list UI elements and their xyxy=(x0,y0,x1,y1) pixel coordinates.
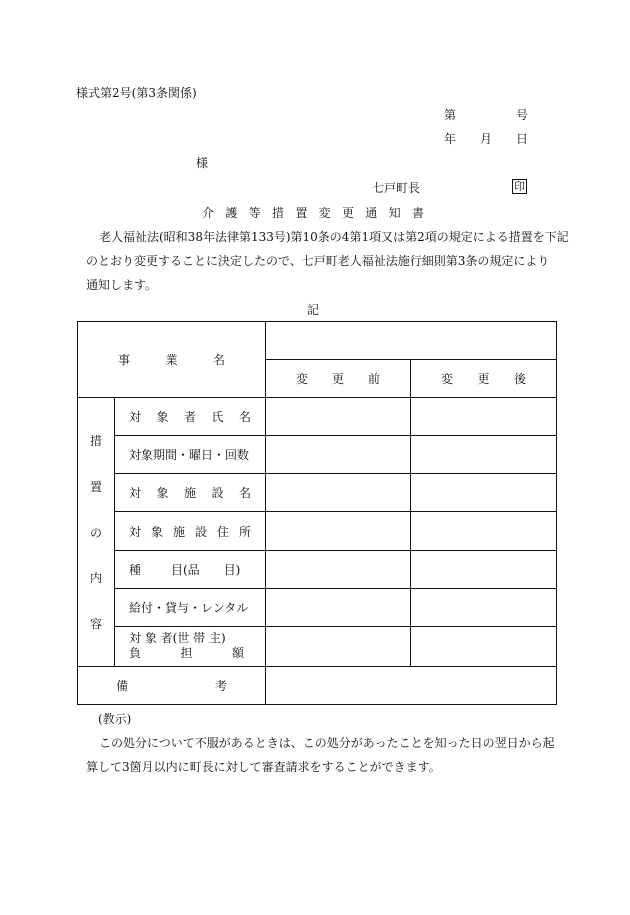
title-char: 等 xyxy=(248,206,261,220)
label-char: 対 xyxy=(129,486,142,501)
document-title xyxy=(202,207,424,219)
issuer-name: 七戸町長 xyxy=(372,181,421,195)
title-char: 介 xyxy=(202,206,215,220)
title-char: 変 xyxy=(318,206,331,220)
recipient-name-after[interactable] xyxy=(411,398,557,436)
measure-change-table xyxy=(77,321,557,705)
notice-line-1: この処分について不服があるときは、この処分があったことを知った日の翌日から起 xyxy=(99,736,555,750)
business-name-char: 業 xyxy=(165,353,178,368)
number-label-dai: 第 xyxy=(444,108,457,122)
label-char: 者 xyxy=(184,410,197,425)
notice-line-2: 算して3箇月以内に町長に対して審査請求をすることができます。 xyxy=(86,760,441,774)
before-char: 変 xyxy=(296,372,309,387)
row-label-facility-address xyxy=(115,512,266,550)
date-year: 年 xyxy=(444,132,457,146)
label-char: 対 xyxy=(129,524,142,539)
row-label-recipient-name xyxy=(115,398,266,436)
label-char: 象 xyxy=(156,410,169,425)
remarks-label xyxy=(78,666,266,704)
title-char: 置 xyxy=(295,206,308,220)
remarks-char: 備 xyxy=(116,678,129,693)
before-change-header xyxy=(266,360,411,398)
row-label-period xyxy=(115,436,266,474)
label-char: 設 xyxy=(195,524,208,539)
after-change-header xyxy=(411,360,557,398)
measure-char: 措 xyxy=(89,434,102,449)
row-label-provision xyxy=(115,588,266,626)
title-char: 通 xyxy=(365,206,378,220)
business-name-char: 事 xyxy=(118,353,131,368)
period-after[interactable] xyxy=(411,436,557,474)
item-type-after[interactable] xyxy=(411,550,557,588)
measure-char: 内 xyxy=(89,571,102,586)
title-char: 更 xyxy=(341,206,354,220)
after-char: 更 xyxy=(477,372,490,387)
facility-address-after[interactable] xyxy=(411,512,557,550)
recipient-name-before[interactable] xyxy=(266,398,411,436)
burden-after[interactable] xyxy=(411,626,557,666)
period-label: 対象期間・曜日・回数 xyxy=(129,448,250,463)
date-month: 月 xyxy=(480,132,493,146)
body-line-2: のとおり変更することに決定したので、七戸町老人福祉法施行細則第3条の規定により xyxy=(86,254,550,268)
label-char: 氏 xyxy=(211,410,224,425)
after-char: 変 xyxy=(441,372,454,387)
after-char: 後 xyxy=(513,372,526,387)
label-char: 名 xyxy=(239,410,252,425)
before-char: 前 xyxy=(367,372,380,387)
item-type-before[interactable] xyxy=(266,550,411,588)
measure-char: の xyxy=(89,525,102,540)
facility-name-before[interactable] xyxy=(266,474,411,512)
facility-name-after[interactable] xyxy=(411,474,557,512)
label-char: 対 xyxy=(129,410,142,425)
title-char: 知 xyxy=(388,206,401,220)
body-line-3: 通知します。 xyxy=(86,278,158,292)
measure-char: 置 xyxy=(89,479,102,494)
before-char: 更 xyxy=(332,372,345,387)
label-char: 住 xyxy=(217,524,230,539)
label-char: 所 xyxy=(239,524,252,539)
label-text: 目(品 目) xyxy=(171,562,241,577)
label-char: 負 xyxy=(129,646,142,661)
date-day: 日 xyxy=(516,132,529,146)
remarks-char: 考 xyxy=(215,678,228,693)
burden-label-line1: 対 象 者(世 帯 主) xyxy=(129,631,226,646)
provision-label: 給付・貸与・レンタル xyxy=(129,600,249,615)
row-label-burden xyxy=(115,626,266,666)
business-name-char: 名 xyxy=(213,353,226,368)
number-label-go: 号 xyxy=(516,108,529,122)
label-char: 担 xyxy=(180,646,193,661)
business-name-value[interactable] xyxy=(266,322,557,360)
label-char: 名 xyxy=(239,486,252,501)
measure-char: 容 xyxy=(89,617,102,632)
body-line-1: 老人福祉法(昭和38年法律第133号)第10条の4第1項又は第2項の規定による措置を下記 xyxy=(99,230,569,244)
row-label-facility-name xyxy=(115,474,266,512)
burden-before[interactable] xyxy=(266,626,411,666)
row-label-item-type xyxy=(115,550,266,588)
title-char: 護 xyxy=(225,206,238,220)
label-char: 設 xyxy=(211,486,224,501)
recipient-honorific: 様 xyxy=(196,156,209,170)
business-name-header xyxy=(78,322,266,398)
form-label: 様式第2号(第3条関係) xyxy=(76,86,197,100)
label-char: 象 xyxy=(151,524,164,539)
title-char: 書 xyxy=(411,206,424,220)
measure-content-label xyxy=(78,398,115,667)
label-char: 施 xyxy=(173,524,186,539)
label-char: 象 xyxy=(156,486,169,501)
ki-label: 記 xyxy=(307,303,320,317)
label-char: 施 xyxy=(184,486,197,501)
seal-mark: 印 xyxy=(514,180,525,193)
provision-before[interactable] xyxy=(266,588,411,626)
label-char: 種 xyxy=(129,562,142,577)
notice-label: (教示) xyxy=(98,712,132,726)
remarks-value[interactable] xyxy=(266,666,557,704)
facility-address-before[interactable] xyxy=(266,512,411,550)
period-before[interactable] xyxy=(266,436,411,474)
title-char: 措 xyxy=(271,206,284,220)
provision-after[interactable] xyxy=(411,588,557,626)
label-char: 額 xyxy=(231,646,244,661)
